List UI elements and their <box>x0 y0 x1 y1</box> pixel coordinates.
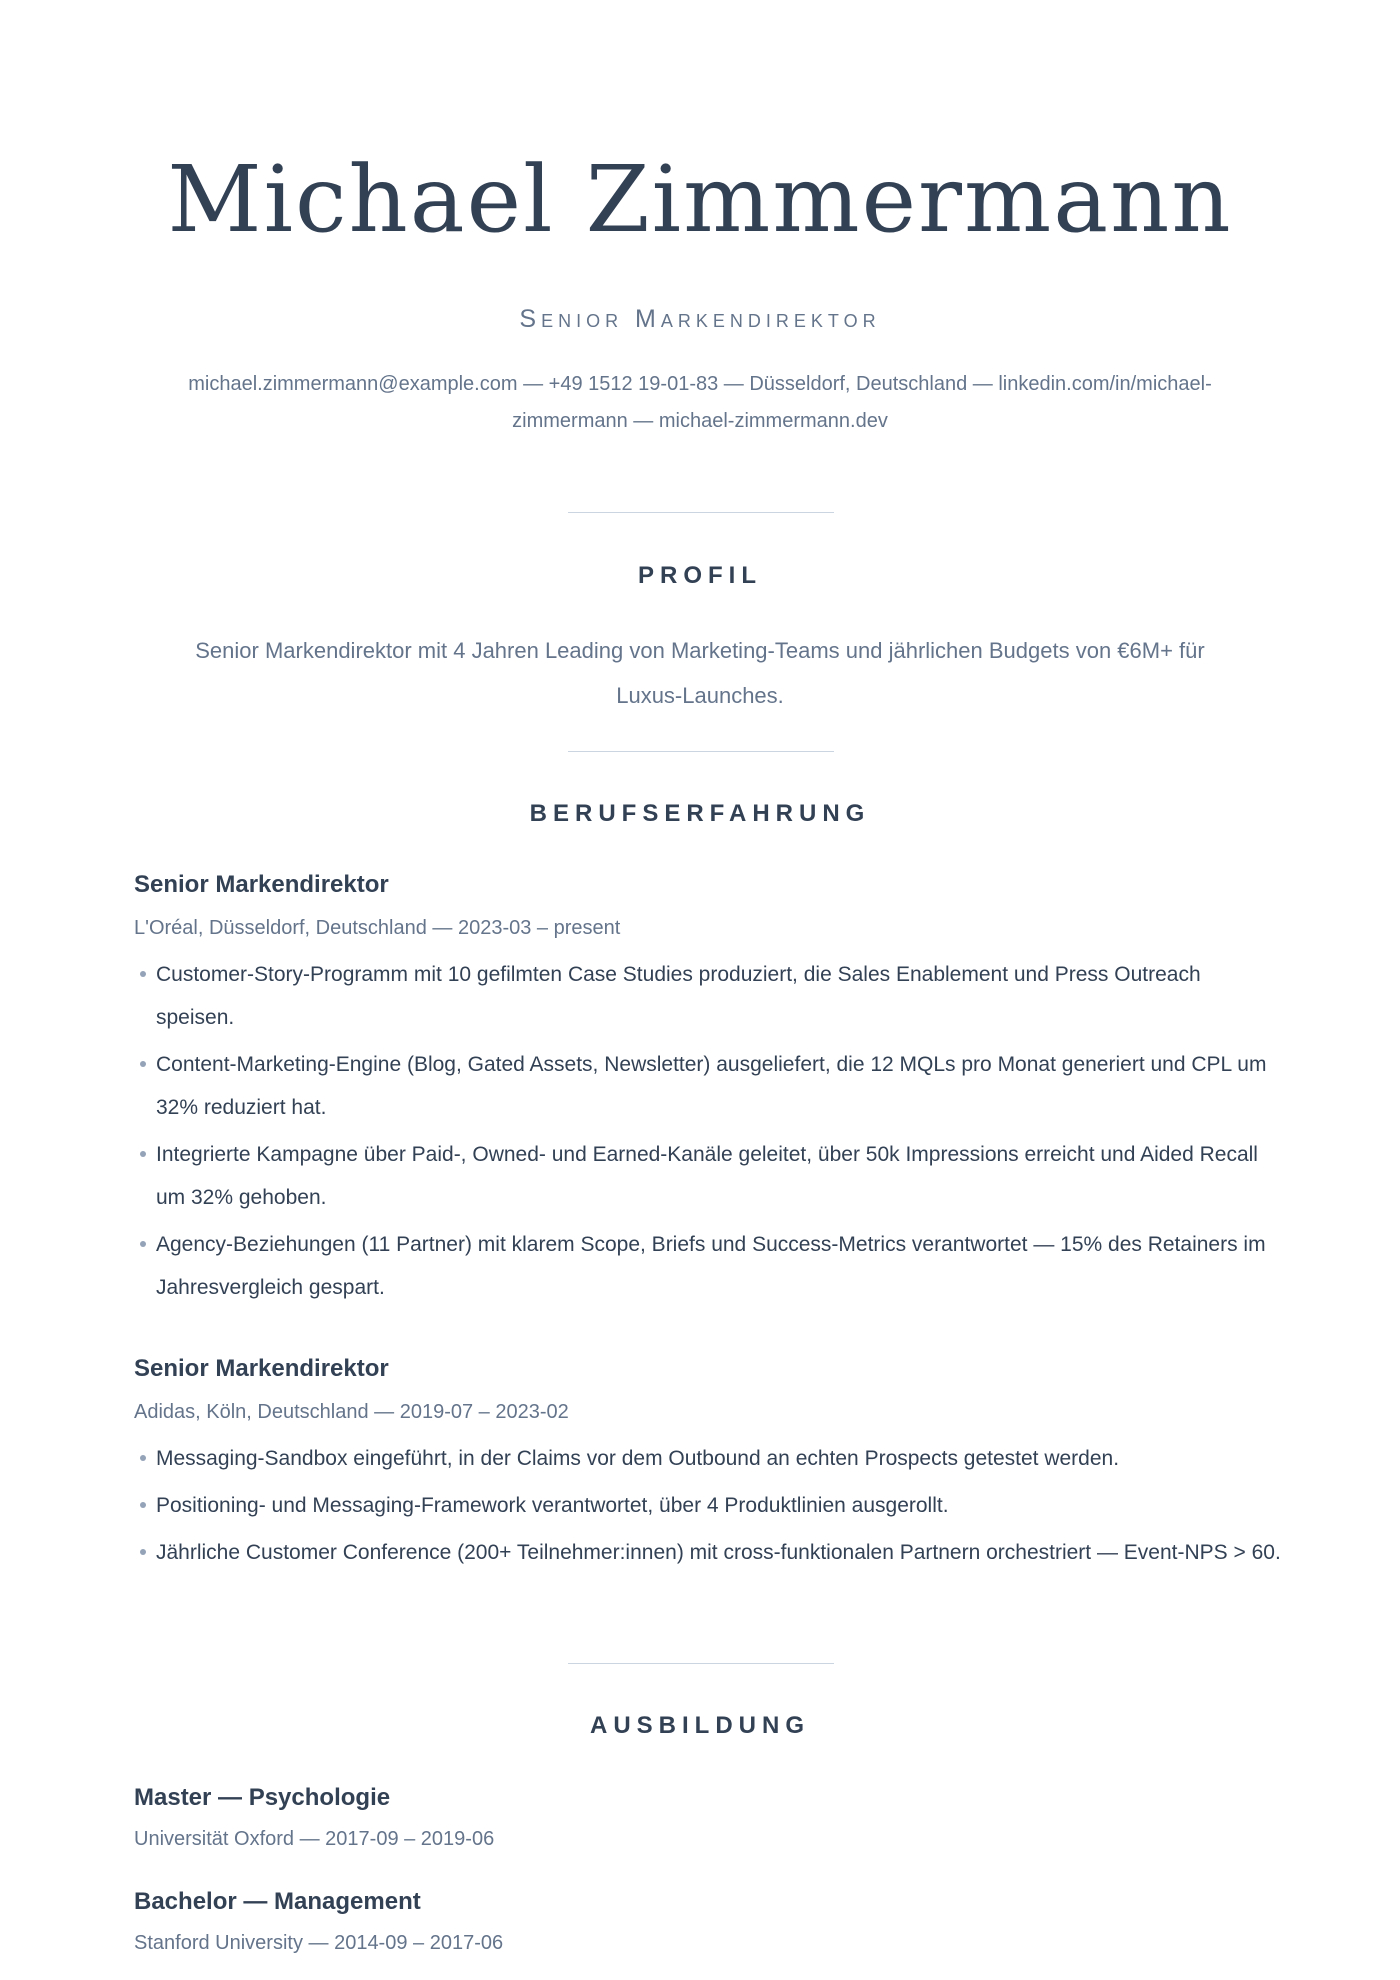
bullet-icon <box>140 1455 146 1461</box>
job-bullet: Jährliche Customer Conference (200+ Teilnehmer:innen) mit cross-funktionalen Partnern orchestriert — Event-NPS > 60. <box>134 1531 1284 1574</box>
bullet-icon <box>140 1151 146 1157</box>
bullet-icon <box>140 1502 146 1508</box>
job-meta: L'Oréal, Düsseldorf, Deutschland — 2023-03 – present <box>134 917 621 939</box>
job-bullet: Messaging-Sandbox eingeführt, in der Claims vor dem Outbound an echten Prospects getestet werden. <box>134 1437 1284 1480</box>
profile-heading: PROFIL <box>638 562 762 589</box>
degree-meta: Stanford University — 2014-09 – 2017-06 <box>134 1932 504 1954</box>
degree-title: Bachelor — Management <box>134 1888 421 1915</box>
profile-summary: Senior Markendirektor mit 4 Jahren Leading von Marketing-Teams und jährlichen Budgets von €6M+ für Luxus-Launches. <box>195 638 1205 708</box>
education-entry <box>134 1782 1284 1854</box>
job-bullets <box>134 953 1284 1309</box>
degree-title: Master — Psychologie <box>134 1784 391 1811</box>
job-bullet: Integrierte Kampagne über Paid-, Owned- und Earned-Kanäle geleitet, über 50k Impressions erreicht und Aided Recall um 32% gehoben. <box>134 1133 1284 1219</box>
section-divider <box>568 1663 834 1664</box>
bullet-icon <box>140 1241 146 1247</box>
education-heading: AUSBILDUNG <box>590 1712 810 1739</box>
job-entry <box>134 1353 1284 1578</box>
job-bullet: Agency-Beziehungen (11 Partner) mit klarem Scope, Briefs und Success-Metrics verantwortet — 15% des Retainers im Jahresvergleich gespart. <box>134 1223 1284 1309</box>
job-title: Senior Markendirektor <box>134 871 389 898</box>
job-title: Senior Markendirektor <box>134 1355 389 1382</box>
section-divider <box>568 751 834 752</box>
experience-heading: BERUFSERFAHRUNG <box>529 800 871 827</box>
job-meta: Adidas, Köln, Deutschland — 2019-07 – 2023-02 <box>134 1401 569 1423</box>
job-bullet: Content-Marketing-Engine (Blog, Gated Assets, Newsletter) ausgeliefert, die 12 MQLs pro Monat generiert und CPL um 32% reduziert hat. <box>134 1043 1284 1129</box>
bullet-icon <box>140 1549 146 1555</box>
degree-meta: Universität Oxford — 2017-09 – 2019-06 <box>134 1828 495 1850</box>
candidate-name: Michael Zimmermann <box>167 146 1233 253</box>
job-entry <box>134 869 1284 1313</box>
contact-line: michael.zimmermann@example.com — +49 1512 19-01-83 — Düsseldorf, Deutschland — linkedin.com/in/michael-zimmermann — michael-zimmermann.dev <box>188 373 1212 432</box>
bullet-icon <box>140 971 146 977</box>
education-entry <box>134 1886 1284 1958</box>
job-bullet: Positioning- und Messaging-Framework verantwortet, über 4 Produktlinien ausgerollt. <box>134 1484 1284 1527</box>
job-bullets <box>134 1437 1284 1574</box>
section-divider <box>568 512 834 513</box>
candidate-title: Senior Markendirektor <box>519 305 881 333</box>
job-bullet: Customer-Story-Programm mit 10 gefilmten Case Studies produziert, die Sales Enablement und Press Outreach speisen. <box>134 953 1284 1039</box>
bullet-icon <box>140 1061 146 1067</box>
